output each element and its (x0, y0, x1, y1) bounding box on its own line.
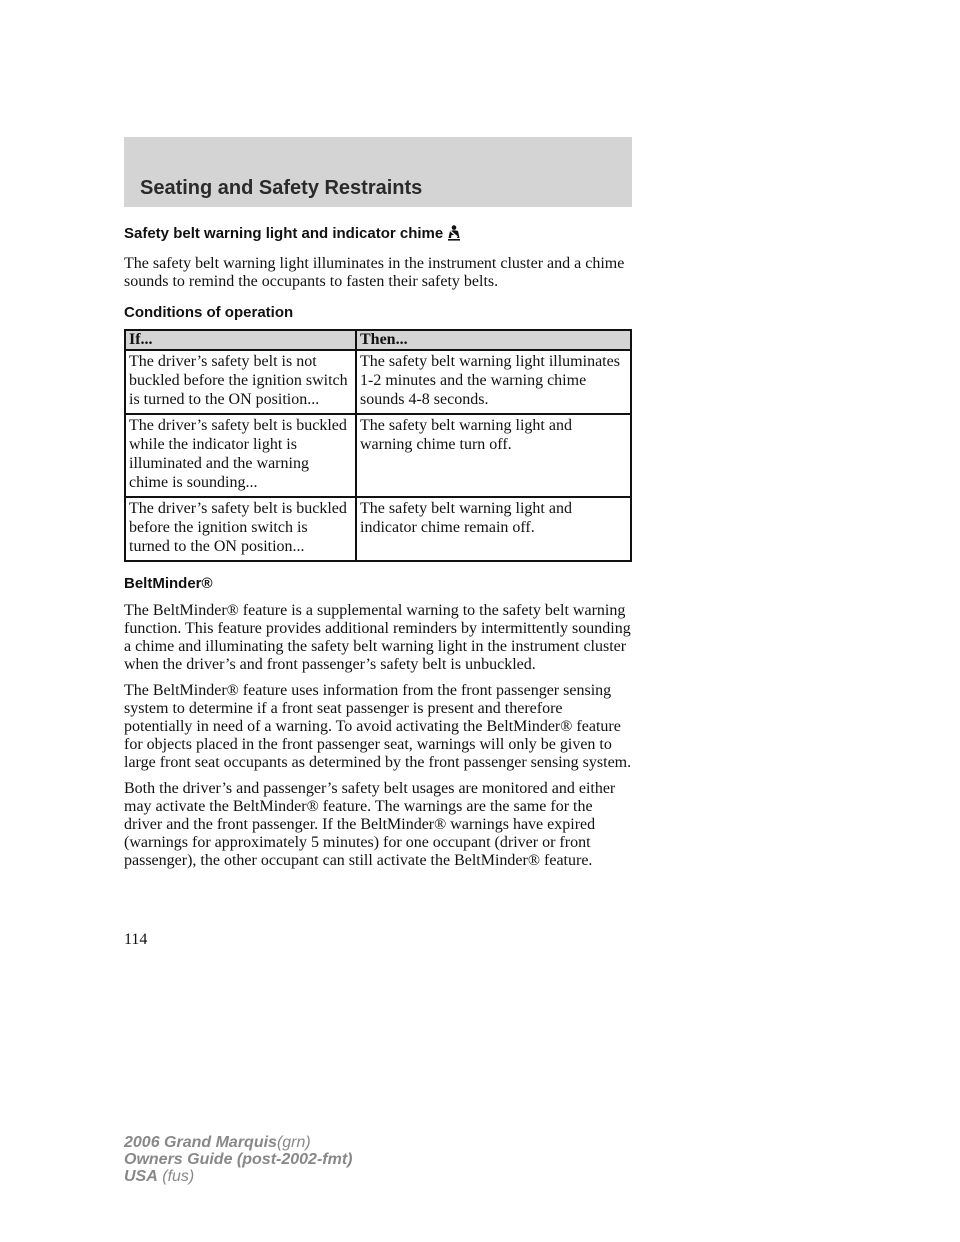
table-row (125, 350, 631, 414)
section-title: Seating and Safety Restraints (140, 177, 423, 199)
seatbelt-icon (447, 225, 461, 247)
table-cell-then: The safety belt warning light and warning chime turn off. (356, 414, 631, 497)
beltminder-paragraph: The BeltMinder® feature uses information from the front passenger sensing system to determine if a front seat passenger is present and therefore potentially in need of a warning. To avoid activating the BeltMinder® feature for objects placed in the front passenger seat, warnings will only be given to large front seat occupants as determined by the front passenger sensing system. (124, 682, 632, 771)
section-header (124, 137, 632, 207)
conditions-title: Conditions of operation (124, 304, 294, 321)
document-footer (124, 1134, 352, 1185)
table-cell-then: The safety belt warning light illuminates 1-2 minutes and the warning chime sounds 4-8 seconds. (356, 350, 631, 414)
table-header-if: If... (125, 330, 356, 350)
beltminder-paragraph: Both the driver’s and passenger’s safety belt usages are monitored and either may activate the BeltMinder® feature. The warnings are the same for the driver and the front passenger. If the BeltMinder® warnings have expired (warnings for approximately 5 minutes) for one occupant (driver or front passenger), the other occupant can still activate the BeltMinder® feature. (124, 780, 616, 869)
beltminder-title: BeltMinder® (124, 575, 213, 592)
footer-line-2: Owners Guide (post-2002-fmt) (124, 1151, 353, 1168)
table-cell-then: The safety belt warning light and indicator chime remain off. (356, 497, 631, 561)
footer-line-1: 2006 Grand Marquis(grn) (124, 1134, 311, 1151)
warning-intro: The safety belt warning light illuminates in the instrument cluster and a chime sounds to remind the occupants to fasten their safety belts. (124, 255, 625, 290)
table-row (125, 414, 631, 497)
table-row (125, 497, 631, 561)
table-header-then: Then... (356, 330, 631, 350)
warning-section-title: Safety belt warning light and indicator chime (124, 224, 632, 247)
page-number: 114 (124, 931, 148, 948)
beltminder-paragraph: The BeltMinder® feature is a supplemental warning to the safety belt warning function. This feature provides additional reminders by intermittently sounding a chime and illuminating the safety belt warning light in the instrument cluster when the driver’s and front passenger’s safety belt is unbuckled. (124, 602, 631, 673)
table-header-row (125, 330, 631, 350)
table-cell-if: The driver’s safety belt is buckled before the ignition switch is turned to the ON position... (125, 497, 356, 561)
table-cell-if: The driver’s safety belt is buckled while the indicator light is illuminated and the warning chime is sounding... (125, 414, 356, 497)
page-content (124, 224, 632, 870)
footer-line-3: USA (fus) (124, 1168, 195, 1185)
conditions-table (124, 329, 632, 562)
table-cell-if: The driver’s safety belt is not buckled before the ignition switch is turned to the ON position... (125, 350, 356, 414)
